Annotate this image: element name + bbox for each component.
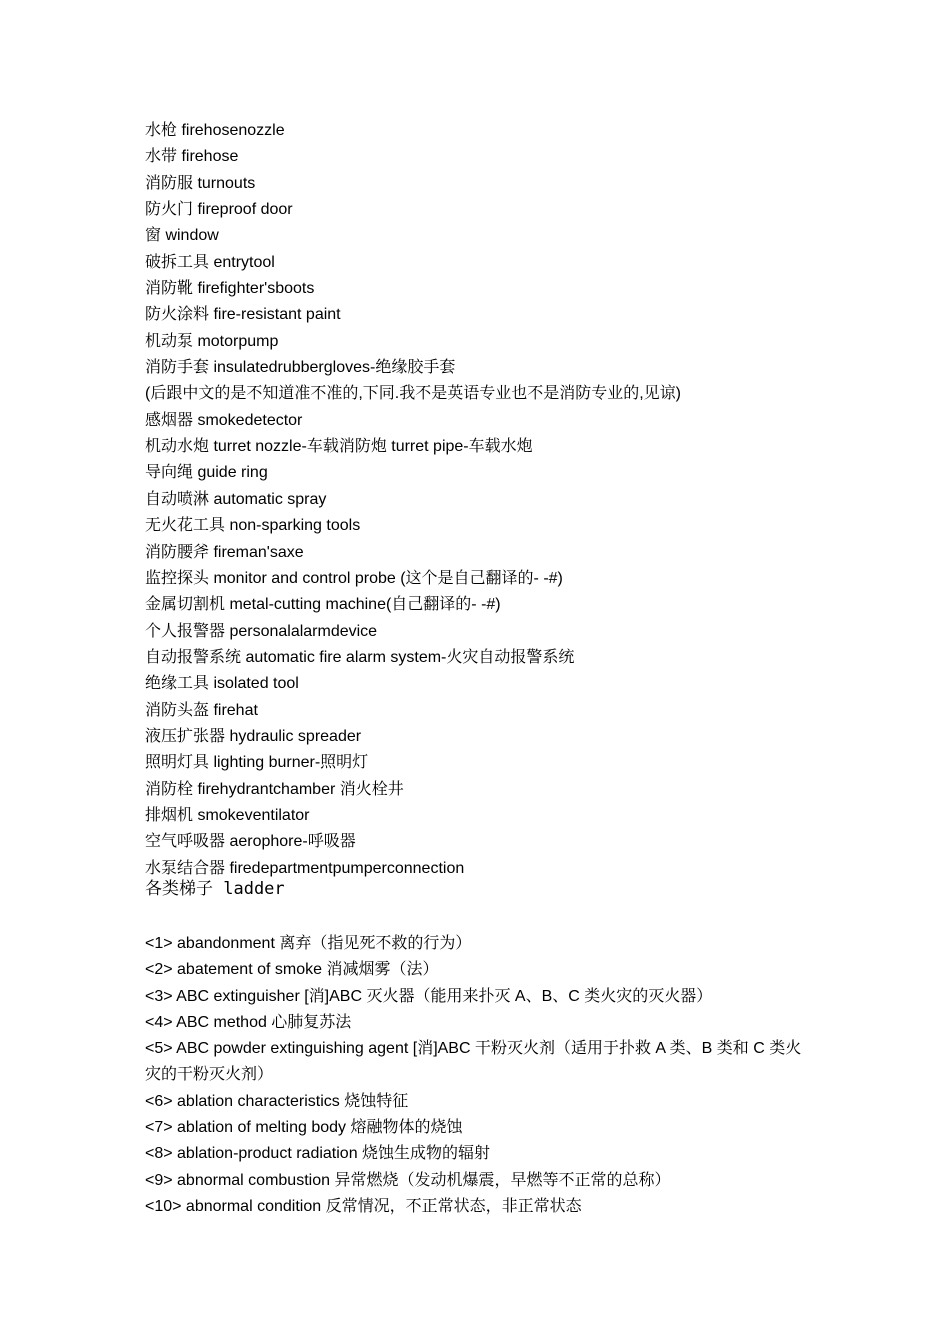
- glossary-line: 感烟器 smokedetector: [145, 411, 303, 429]
- ladder-heading: 各类梯子 ladder: [145, 879, 285, 899]
- glossary-line: 消防手套 insulatedrubbergloves-绝缘胶手套: [145, 359, 456, 377]
- numbered-term: <10> abnormal condition 反常情况，不正常状态，非正常状态: [145, 1197, 582, 1215]
- glossary-line: 自动喷淋 automatic spray: [145, 490, 327, 508]
- glossary-line: 窗 window: [145, 227, 219, 245]
- glossary-line: 监控探头 monitor and control probe (这个是自己翻译的- -#): [145, 569, 563, 587]
- glossary-line: 消防靴 firefighter'sboots: [145, 280, 315, 298]
- glossary-line: 机动泵 motorpump: [145, 332, 279, 350]
- numbered-term: <6> ablation characteristics 烧蚀特征: [145, 1092, 409, 1110]
- numbered-term-list: [145, 931, 815, 1220]
- glossary-line: 金属切割机 metal-cutting machine(自己翻译的- -#): [145, 596, 501, 614]
- glossary-line: 绝缘工具 isolated tool: [145, 675, 299, 693]
- glossary-line: 个人报警器 personalalarmdevice: [145, 622, 378, 640]
- glossary-line: 机动水炮 turret nozzle-车载消防炮 turret pipe-车载水炮: [145, 438, 533, 456]
- numbered-term: <3> ABC extinguisher [消]ABC 灭火器（能用来扑灭 A、B、C 类火灾的灭火器）: [145, 987, 713, 1005]
- glossary-note: (后跟中文的是不知道准不准的,下同.我不是英语专业也不是消防专业的,见谅): [145, 385, 681, 403]
- glossary-line: 防火涂料 fire-resistant paint: [145, 306, 341, 324]
- numbered-term: <8> ablation-product radiation 烧蚀生成物的辐射: [145, 1145, 491, 1163]
- glossary-line: 水泵结合器 firedepartmentpumperconnection: [145, 859, 465, 877]
- glossary-line: 水枪 firehosenozzle: [145, 122, 285, 139]
- glossary-line: 空气呼吸器 aerophore-呼吸器: [145, 833, 356, 851]
- glossary-line: 消防栓 firehydrantchamber 消火栓井: [145, 780, 404, 798]
- glossary-line: 防火门 fireproof door: [145, 201, 293, 219]
- glossary-line: 导向绳 guide ring: [145, 464, 268, 482]
- glossary-line: 照明灯具 lighting burner-照明灯: [145, 754, 369, 772]
- glossary-line: 破拆工具 entrytool: [145, 253, 275, 271]
- glossary-line: 液压扩张器 hydraulic spreader: [145, 727, 362, 745]
- glossary-list: [145, 118, 825, 882]
- numbered-term: <5> ABC powder extinguishing agent [消]ABC 干粉灭火剂（适用于扑救 A 类、B 类和 C 类火灾的干粉灭火剂）: [145, 1040, 802, 1084]
- numbered-term: <9> abnormal combustion 异常燃烧（发动机爆震，早燃等不正常的总称）: [145, 1171, 671, 1189]
- glossary-line: 自动报警系统 automatic fire alarm system-火灾自动报警系统: [145, 648, 575, 666]
- glossary-line: 消防服 turnouts: [145, 174, 256, 192]
- glossary-line: 无火花工具 non-sparking tools: [145, 517, 361, 535]
- numbered-term: <7> ablation of melting body 熔融物体的烧蚀: [145, 1119, 463, 1137]
- numbered-term: <1> abandonment 离弃（指见死不救的行为）: [145, 935, 472, 952]
- glossary-line: 排烟机 smokeventilator: [145, 806, 310, 824]
- numbered-term: <4> ABC method 心肺复苏法: [145, 1013, 352, 1031]
- glossary-line: 消防头盔 firehat: [145, 701, 258, 719]
- glossary-line: 水带 firehose: [145, 148, 239, 166]
- glossary-line: 消防腰斧 fireman'saxe: [145, 543, 304, 561]
- numbered-term: <2> abatement of smoke 消减烟雾（法）: [145, 961, 439, 979]
